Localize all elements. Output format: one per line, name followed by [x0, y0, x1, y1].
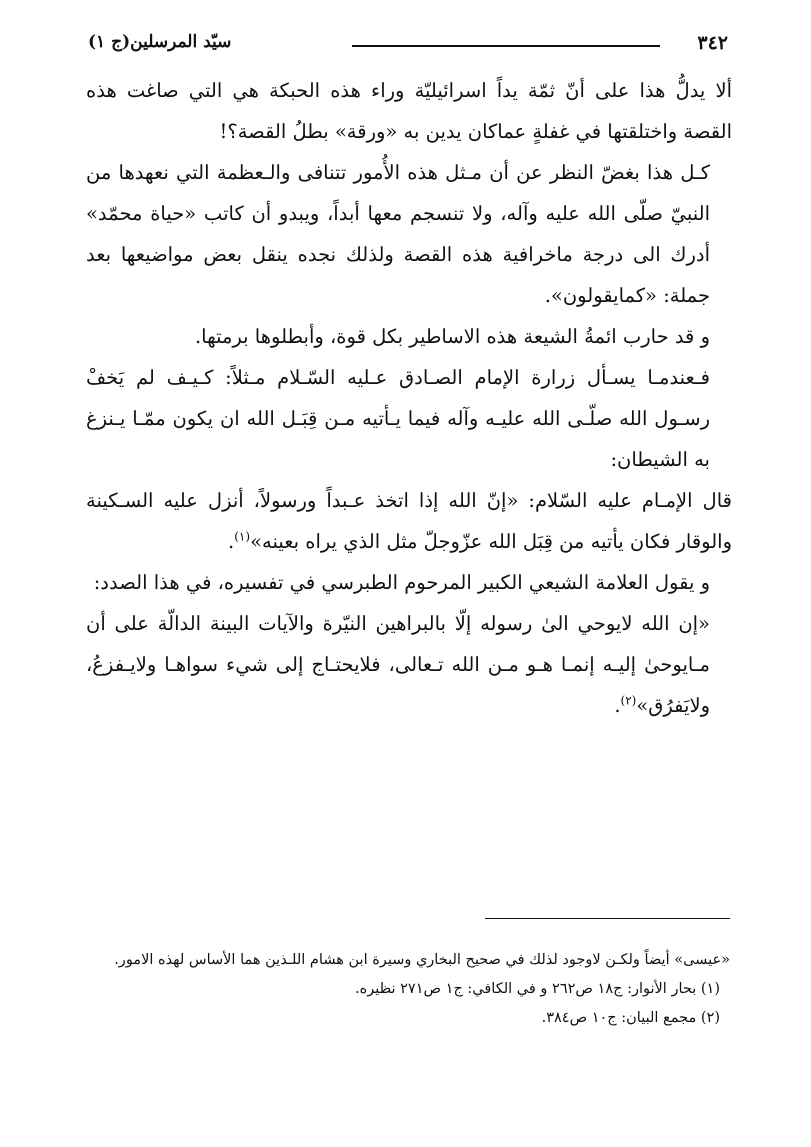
paragraph-1: ألا يدلُّ هذا على أنّ ثمّة يداً اسرائيليّة وراء هذه الحبكة هي التي صاغت هذه القصة واختلقتها في غفلةٍ عماكان يدين به «ورقة» بطلُ القصة؟! — [86, 79, 732, 143]
footnote-ref-1: (١) — [234, 529, 251, 544]
paragraph-5: قال الإمـام عليه السّلام: «إنّ الله إذا اتخذ عـبداً ورسولاً، أنزل عليه السـكينة والوقار فكان يأتيه من قِبَل الله عزّوجلّ مثل الذي يراه بعينه»$^{(١)}$. — [86, 489, 732, 553]
footnote-1: (١) بحار الأنوار: ج١٨ ص٢٦٢ و في الكافي: ج١ ص٢٧١ نظيره. — [355, 981, 720, 997]
footnote-ref-2: (٢) — [620, 693, 637, 708]
footnotes — [90, 946, 730, 1033]
page-number: ٣٤٢ — [697, 32, 728, 54]
footnote-continuation: «عيسى» أيضاً ولكـن لاوجود لذلك في صحيح البخاري وسيرة ابن هشام اللـذين هما الأساس لهذه الامور. — [114, 952, 730, 968]
header-rule — [352, 45, 660, 47]
running-title: سيّد المرسلين(ج ١) — [88, 32, 232, 52]
page-header — [88, 30, 728, 64]
paragraph-6: و يقول العلامة الشيعي الكبير المرحوم الطبرسي في تفسيره، في هذا الصدد: — [93, 571, 710, 594]
footnote-2: (٢) مجمع البيان: ج١٠ ص٣٨٤. — [541, 1010, 720, 1026]
paragraph-2: كـل هذا بغضّ النظر عن أن مـثل هذه الأُمور تتنافى والـعظمة التي نعهدها من النبيّ صلّى الله عليه وآله، ولا تنسجم معها أبداً، ويبدو أن كاتب «حياة محمّد» أدرك الى درجة ماخرافية هذه القصة ولذلك نجده ينقل بعض مواضيعها بعد جملة: «كمايقولون». — [86, 161, 710, 307]
paragraph-7: «إن الله لايوحي الىٰ رسوله إلّا بالبراهين النيّرة والآيات البينة الدالّة على أن مـايوحىٰ إليـه إنمـا هـو مـن الله تـعالى، فلايحتـاج إلى شيء سواهـا ولايـفزعُ، ولايَفرُق»$^{(٢)}$. — [86, 612, 710, 717]
paragraph-3: و قد حارب ائمةُ الشيعة هذه الاساطير بكل قوة، وأبطلوها برمتها. — [194, 325, 710, 348]
main-text — [86, 70, 732, 726]
paragraph-4: فـعندمـا يسـأل زرارة الإمام الصـادق عـليه السّـلام مـثلاً: كـيـف لم يَخفْ رسـول الله صلّـى الله عليـه وآله فيما يـأتيه مـن قِبَـل الله ان يكون ممّـا يـنزغ به الشيطان: — [86, 366, 710, 471]
footnote-separator — [485, 918, 730, 919]
